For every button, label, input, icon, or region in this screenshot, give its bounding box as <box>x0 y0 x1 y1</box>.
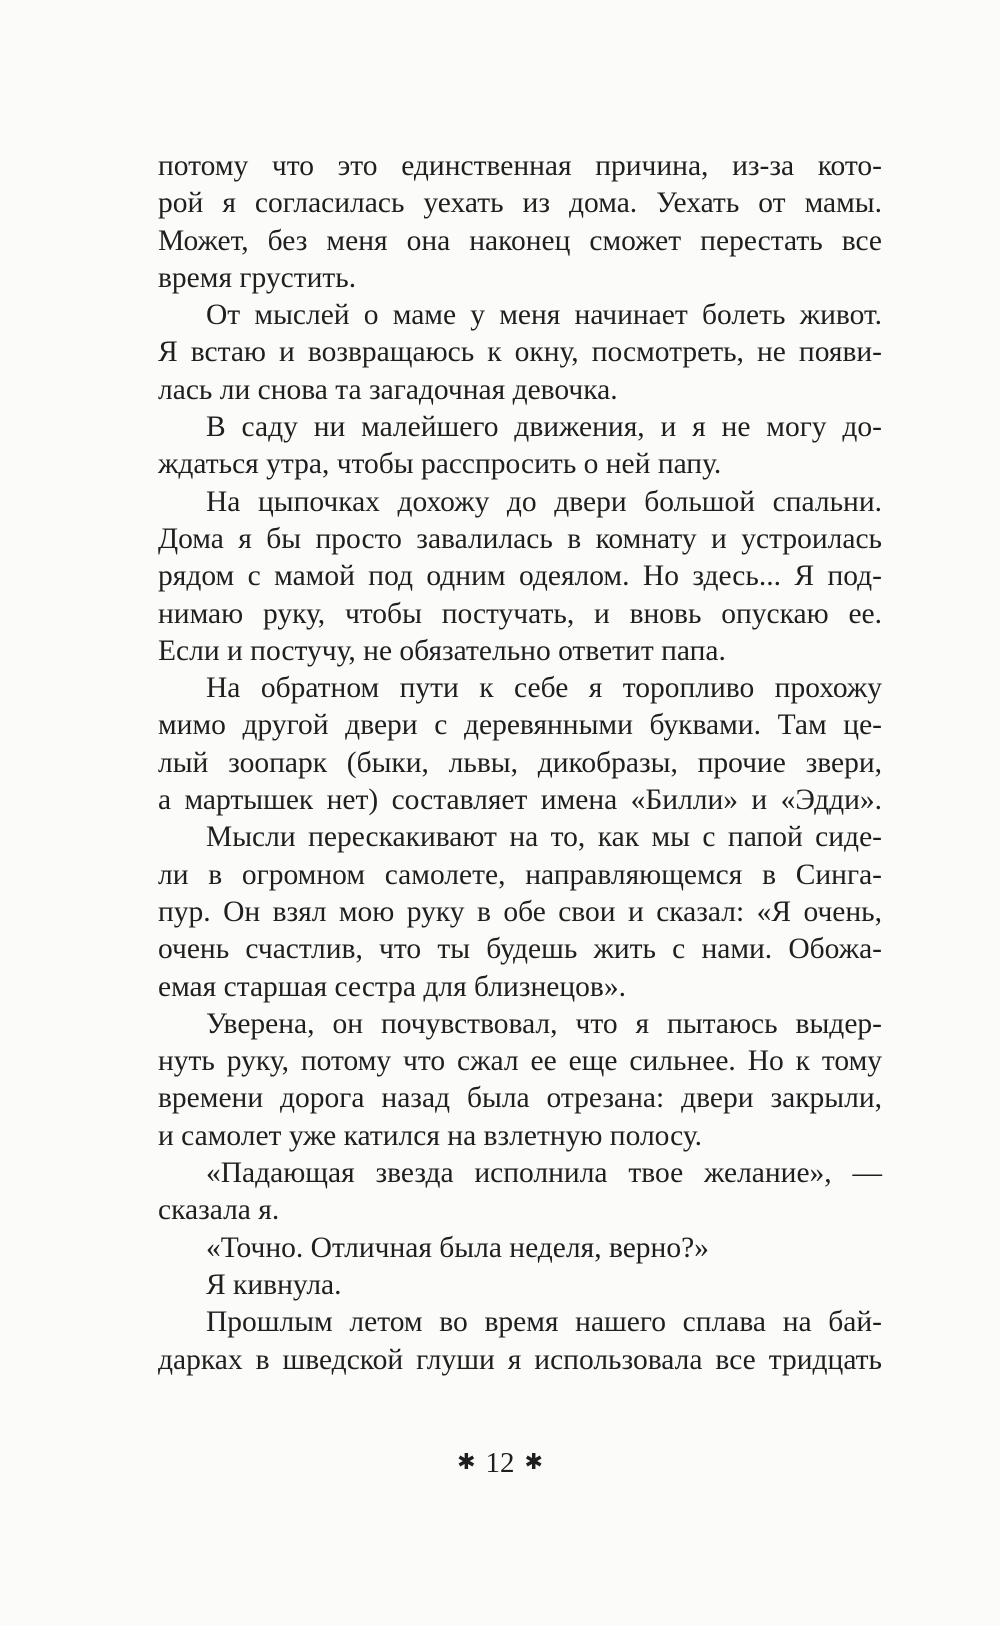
paragraph <box>158 148 882 297</box>
text-line: и самолет уже катился на взлетную полосу. <box>158 1119 703 1152</box>
text-line: лый зоопарк (быки, львы, дикобразы, прочие звери, <box>158 746 882 779</box>
paragraph <box>158 297 882 409</box>
text-line: Может, без меня она наконец сможет перестать все <box>158 224 882 257</box>
text-line: потому что это единственная причина, из-за кото- <box>158 150 882 182</box>
text-line: рядом с мамой под одним одеялом. Но здесь... Я под- <box>158 560 882 593</box>
paragraph <box>158 1230 882 1267</box>
text-line: Дома я бы просто завалилась в комнату и устроилась <box>158 522 882 555</box>
paragraph <box>158 409 882 484</box>
text-line: времени дорога назад была отрезана: двери закрыли, <box>158 1082 882 1115</box>
text-line: «Точно. Отличная была неделя, верно?» <box>206 1231 709 1264</box>
text-line: сказала я. <box>158 1194 280 1227</box>
paragraph <box>158 1006 882 1155</box>
text-line: В саду ни малейшего движения, и я не могу до- <box>206 411 882 444</box>
text-line: нуть руку, потому что сжал ее еще сильнее. Но к тому <box>158 1045 882 1078</box>
text-line: ли в огромном самолете, направляющемся в Синга- <box>158 858 882 891</box>
text-line: Уверена, он почувствовал, что я пытаюсь выдер- <box>206 1007 882 1040</box>
text-line: пур. Он взял мою руку в обе свои и сказал: «Я очень, <box>158 895 882 928</box>
text-line: Прошлым летом во время нашего сплава на бай- <box>206 1306 882 1339</box>
text-line: На обратном пути к себе я торопливо прохожу <box>206 672 882 705</box>
page-body <box>158 148 882 1379</box>
page-number-footer <box>0 1447 1000 1480</box>
text-line: нимаю руку, чтобы постучать, и вновь опускаю ее. <box>158 597 882 630</box>
text-line: время грустить. <box>158 261 357 294</box>
text-line: Если и постучу, не обязательно ответит папа. <box>158 634 726 667</box>
text-line: емая старшая сестра для близнецов». <box>158 970 626 1003</box>
text-line: лась ли снова та загадочная девочка. <box>158 373 618 406</box>
paragraph <box>158 1267 882 1304</box>
text-line: От мыслей о маме у меня начинает болеть живот. <box>206 299 882 332</box>
text-line: очень счастлив, что ты будешь жить с нами. Обожа- <box>158 933 882 966</box>
page-number: 12 <box>485 1447 515 1479</box>
text-line: На цыпочках дохожу до двери большой спальни. <box>206 485 882 518</box>
text-line: мимо другой двери с деревянными буквами. Там це- <box>158 709 882 742</box>
text-line: Мысли перескакивают на то, как мы с папой сиде- <box>206 821 882 854</box>
star-ornament-icon: ✱ <box>524 1449 543 1474</box>
text-line: Я встаю и возвращаюсь к окну, посмотреть, не появи- <box>158 336 882 369</box>
paragraph <box>158 1155 882 1230</box>
text-line: а мартышек нет) составляет имена «Билли» и «Эдди». <box>158 784 882 817</box>
text-line: «Падающая звезда исполнила твое желание», — <box>206 1157 882 1190</box>
text-line: рой я согласилась уехать из дома. Уехать от мамы. <box>158 187 882 220</box>
star-ornament-icon: ✱ <box>457 1449 476 1474</box>
paragraph <box>158 1304 882 1379</box>
paragraph <box>158 484 882 670</box>
text-line: дарках в шведской глуши я использовала все тридцать <box>158 1343 882 1376</box>
paragraph <box>158 819 882 1005</box>
paragraph <box>158 670 882 819</box>
text-line: Я кивнула. <box>206 1268 342 1301</box>
text-line: ждаться утра, чтобы расспросить о ней папу. <box>158 448 722 481</box>
